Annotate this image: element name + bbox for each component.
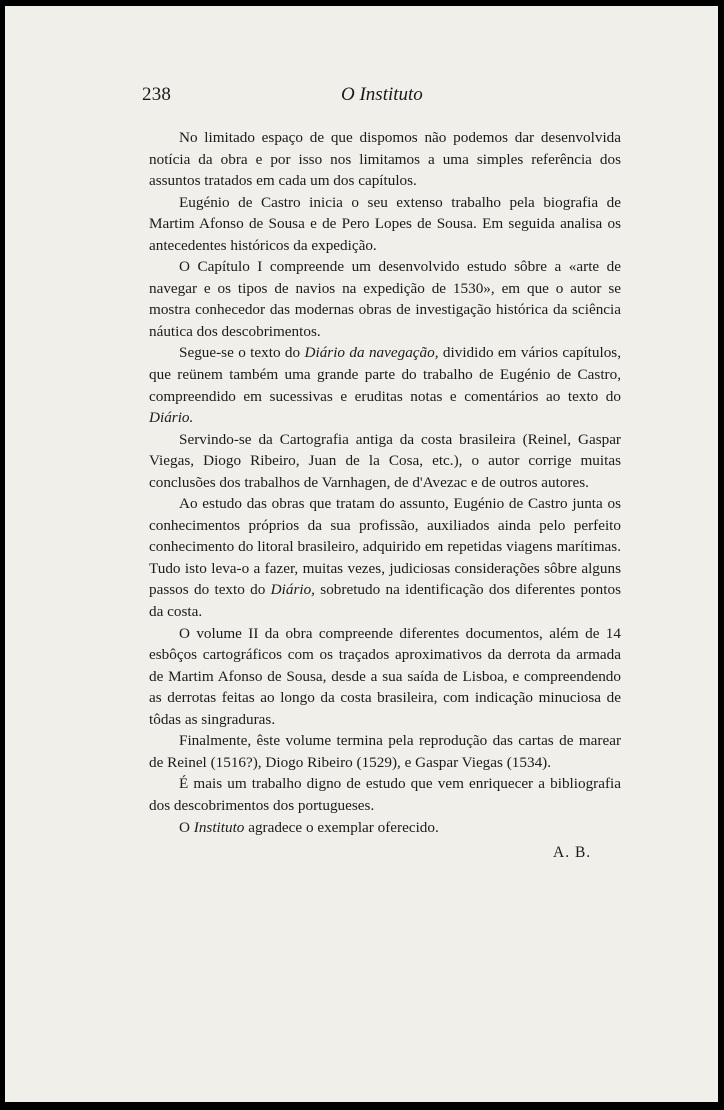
paragraph-4	[149, 342, 621, 428]
running-title: O Instituto	[341, 84, 423, 105]
page-header	[5, 84, 718, 114]
paragraph-5	[149, 429, 621, 494]
paragraph-2	[149, 192, 621, 257]
paragraph-7	[149, 623, 621, 731]
paragraph-text: O Capítulo I compreende um desenvolvido estudo sôbre a «arte de navegar e os tipos de navios na expedição de 1530», em que o autor se mostra conhecedor das modernas obras de investigação histórica da sciência náutica dos descobrimentos.	[149, 258, 621, 340]
paragraph-text: O	[179, 818, 194, 836]
italic-title: Diário.	[149, 409, 194, 427]
paragraph-6	[149, 493, 621, 622]
author-signature: A. B.	[553, 844, 592, 861]
italic-title: Diário da navegação,	[304, 344, 439, 362]
review-text	[149, 127, 621, 838]
paragraph-text: É mais um trabalho digno de estudo que vem enriquecer a bibliografia dos descobrimentos dos portugueses.	[149, 775, 621, 814]
page-number: 238	[142, 84, 172, 105]
paragraph-1	[149, 127, 621, 192]
book-page	[5, 6, 718, 1102]
paragraph-10	[149, 817, 621, 839]
paragraph-text: dividido em vários capítulos, que reünem também uma grande parte do trabalho de Eugénio de Castro, compreendido em sucessivas e eruditas notas e comentários ao texto do	[149, 344, 621, 405]
paragraph-text: sobretudo na identificação dos diferentes pontos da costa.	[149, 581, 622, 621]
paragraph-text: Ao estudo das obras que tratam do assunto, Eugénio de Castro junta os conhecimentos próprios da sua profissão, auxiliados ainda pelo perfeito conhecimento do litoral brasileiro, adquirido em repetidas viagens marítimas. Tudo isto leva-o a fazer, muitas vezes, judiciosas considerações sôbre alguns passos do texto do	[149, 495, 621, 599]
paragraph-9	[149, 773, 621, 816]
paragraph-3	[149, 256, 621, 342]
paragraph-text: Segue-se o texto do	[179, 344, 305, 362]
paragraph-text: No limitado espaço de que dispomos não podemos dar desenvolvida notícia da obra e por isso nos limitamos a uma simples referência dos assuntos tratados em cada um dos capítulos.	[149, 129, 621, 190]
paragraph-text: Finalmente, êste volume termina pela reprodução das cartas de marear de Reinel (1516?), Diogo Ribeiro (1529), e Gaspar Viegas (1534).	[149, 732, 621, 771]
italic-title: Diário,	[270, 581, 315, 599]
paragraph-text: Servindo-se da Cartografia antiga da costa brasileira (Reinel, Gaspar Viegas, Diogo Ribeiro, Juan de la Cosa, etc.), o autor corrige muitas conclusões dos trabalhos de Varnhagen, de d'Avezac e de outros autores.	[149, 430, 621, 491]
italic-title: Instituto	[193, 818, 245, 836]
paragraph-text: O volume II da obra compreende diferentes documentos, além de 14 esbôços cartográficos com os traçados aproximativos da derrota da armada de Martim Afonso de Sousa, desde a sua saída de Lisboa, e compreendendo as derrotas feitas ao longo da costa brasileira, com indicação minuciosa de tôdas as singraduras.	[149, 624, 621, 728]
paragraph-8	[149, 730, 621, 773]
paragraph-text: agradece o exemplar oferecido.	[244, 818, 439, 836]
paragraph-text: Eugénio de Castro inicia o seu extenso trabalho pela biografia de Martim Afonso de Sousa e de Pero Lopes de Sousa. Em seguida analisa os antecedentes históricos da expedição.	[149, 193, 621, 254]
